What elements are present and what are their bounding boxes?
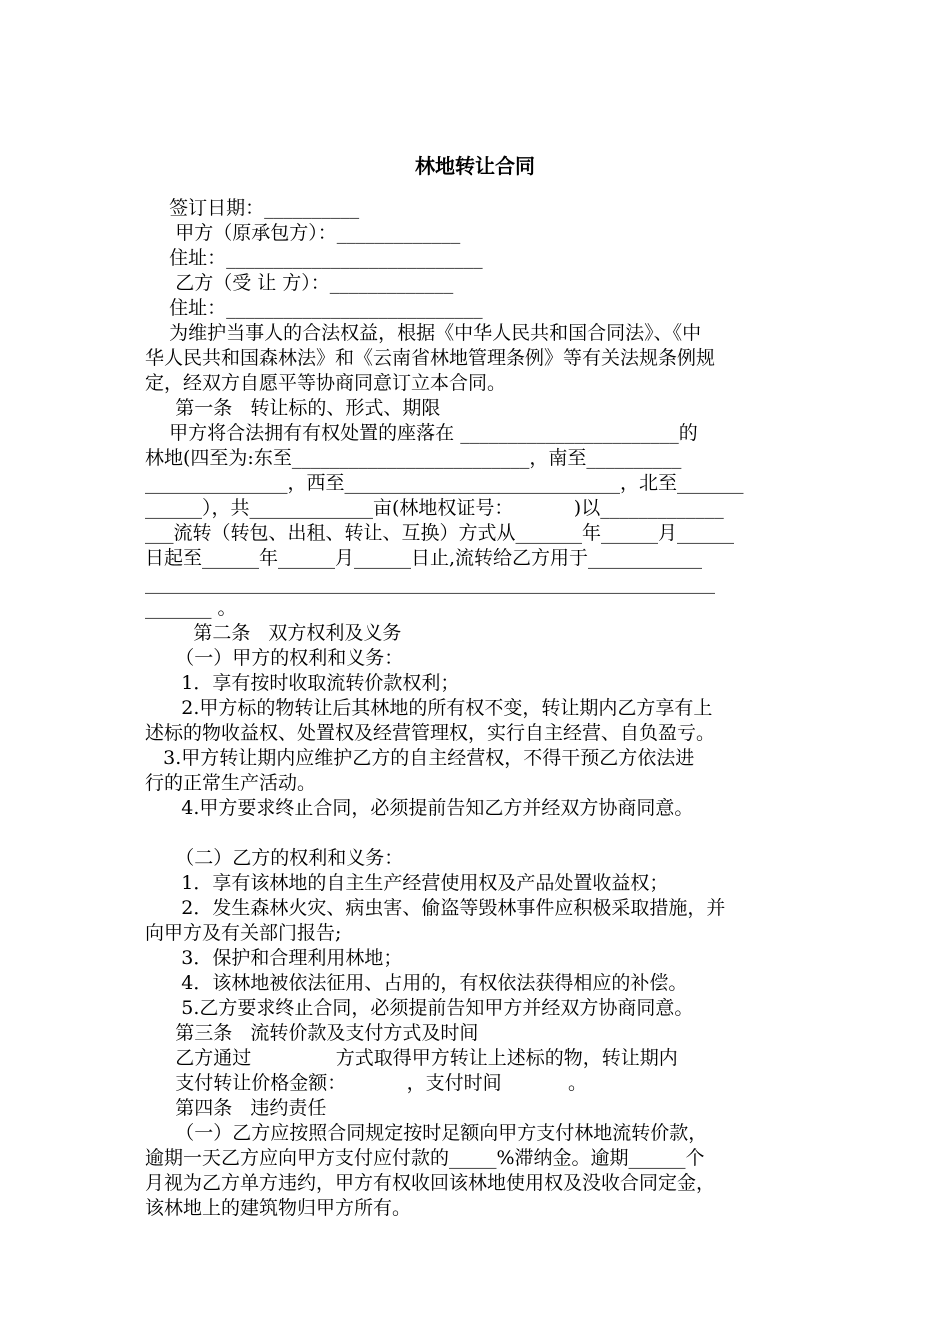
article-4-heading: 第四条 违约责任 xyxy=(145,1097,327,1119)
article-1-line: 日起至______年______月______日止,流转给乙方用于____________ xyxy=(145,547,703,569)
clause-line: 行的正常生产活动。 xyxy=(145,772,317,794)
party-a-address: 住址：___________________________ xyxy=(145,247,483,269)
clause-line: 乙方通过 方式取得甲方转让上述标的物，转让期内 xyxy=(145,1047,678,1069)
party-a: 甲方（原承包方）：_____________ xyxy=(145,222,461,244)
article-1-line: 甲方将合法拥有有权处置的座落在 _______________________的 xyxy=(145,422,698,444)
party-b-duties-heading: （二）乙方的权利和义务： xyxy=(145,847,404,869)
clause-line: 4．该林地被依法征用、占用的，有权依法获得相应的补偿。 xyxy=(145,972,688,994)
article-3-heading: 第三条 流转价款及支付方式及时间 xyxy=(145,1022,479,1044)
clause-line: 述标的物收益权、处置权及经营管理权，实行自主经营、自负盈亏。 xyxy=(145,722,716,744)
article-1-line: 林地(四至为:东至_________________________，南至__________ xyxy=(145,447,682,469)
clause-line: （一）乙方应按照合同规定按时足额向甲方支付林地流转价款， xyxy=(145,1122,708,1144)
preamble-line: 为维护当事人的合法权益，根据《中华人民共和国合同法》、《中 xyxy=(145,322,702,344)
clause-line: 月视为乙方单方违约，甲方有权收回该林地使用权及没收合同定金， xyxy=(145,1172,716,1194)
clause-line: 3．保护和合理利用林地； xyxy=(145,947,403,969)
clause-line: 该林地上的建筑物归甲方所有。 xyxy=(145,1197,412,1219)
article-1-line: _______ 。 xyxy=(145,597,237,619)
party-b: 乙方（受 让 方）：_____________ xyxy=(145,272,454,294)
article-1-line: _______________，西至_____________________________，北至_______ xyxy=(145,472,744,494)
article-2-heading: 第二条 双方权利及义务 xyxy=(145,622,402,644)
clause-line: 1．享有按时收取流转价款权利； xyxy=(145,672,460,694)
clause-line: 3.甲方转让期内应维护乙方的自主经营权，不得干预乙方依法进 xyxy=(145,747,695,769)
clause-line: 支付转让价格金额： ，支付时间 。 xyxy=(145,1072,588,1094)
article-1-line: ____________________________________________________________ xyxy=(145,572,715,594)
clause-line: 4.甲方要求终止合同，必须提前告知乙方并经双方协商同意。 xyxy=(145,797,694,819)
preamble-line: 华人民共和国森林法》和《云南省林地管理条例》等有关法规条例规 xyxy=(145,347,716,369)
clause-line: 1．享有该林地的自主生产经营使用权及产品处置收益权； xyxy=(145,872,669,894)
sign-date: 签订日期：__________ xyxy=(145,197,360,219)
article-1-line: ______），共_____________亩(林地权证号： )以_____________ xyxy=(145,497,724,519)
clause-line: 5.乙方要求终止合同，必须提前告知甲方并经双方协商同意。 xyxy=(145,997,694,1019)
clause-line: 逾期一天乙方应向甲方支付应付款的_____%滞纳金。逾期______个 xyxy=(145,1147,705,1169)
clause-line: 2．发生森林火灾、病虫害、偷盗等毁林事件应积极采取措施，并 xyxy=(145,897,726,919)
article-1-heading: 第一条 转让标的、形式、期限 xyxy=(145,397,441,419)
preamble-line: 定，经双方自愿平等协商同意订立本合同。 xyxy=(145,372,507,394)
party-a-duties-heading: （一）甲方的权利和义务： xyxy=(145,647,404,669)
document-title: 林地转让合同 xyxy=(415,154,535,178)
article-1-line: ___流转（转包、出租、转让、互换）方式从_______年______月______ xyxy=(145,522,735,544)
clause-line: 2.甲方标的物转让后其林地的所有权不变，转让期内乙方享有上 xyxy=(145,697,713,719)
clause-line: 向甲方及有关部门报告; xyxy=(145,922,342,944)
party-b-address: 住址：___________________________ xyxy=(145,297,483,319)
